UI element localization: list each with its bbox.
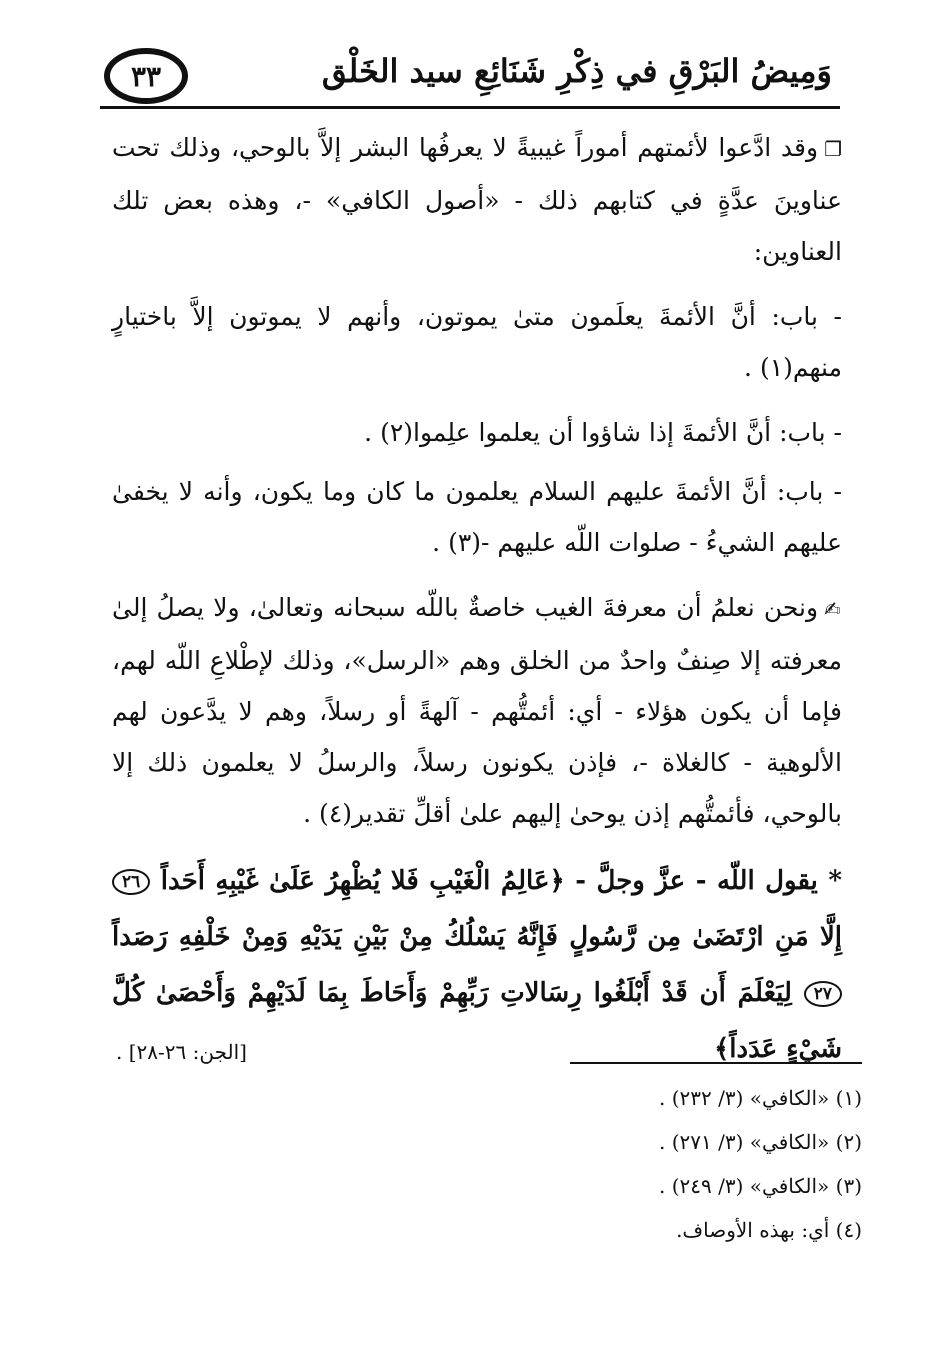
quran-verse-28: لِيَعْلَمَ أَن قَدْ أَبْلَغُوا رِسَالاتِ رَبِّهِمْ وَأَحَاطَ بِمَا لَدَيْهِمْ وَأَحْصَىٰ كُلَّ شَيْءٍ عَدَداً﴾: [112, 978, 842, 1064]
surah-citation: [الجن: ٢٦-٢٨] .: [116, 1040, 247, 1064]
footnotes: [462, 1076, 862, 1252]
quran-verse-27: إِلَّا مَنِ ارْتَضَىٰ مِن رَّسُولٍ فَإِنَّهُ يَسْلُكُ مِنْ بَيْنِ يَدَيْهِ وَمِنْ خَلْفِهِ رَصَداً: [112, 922, 842, 952]
paragraph-3-text: - باب: أنَّ الأئمةَ إذا شاؤوا أن يعلموا علِموا(٢) .: [364, 418, 842, 447]
paragraph-5: [112, 582, 842, 839]
quran-intro: يقول اللّه - عزَّ وجلَّ -: [575, 866, 818, 896]
paragraph-2-text: - باب: أنَّ الأئمةَ يعلَمون متىٰ يموتون، وأنهم لا يموتون إلاَّ باختيارٍ منهم(١) .: [112, 302, 842, 382]
pen-marker-icon: ✍: [824, 597, 842, 621]
star-marker-icon: *: [828, 866, 842, 896]
page-number: ٣٣: [104, 48, 188, 104]
paragraph-2: [112, 291, 842, 393]
paragraph-4-text: - باب: أنَّ الأئمةَ عليهم السلام يعلمون ما كان وما يكون، وأنه لا يخفىٰ عليهم الشيءُ - صلوات اللّه عليهم -(٣) .: [112, 477, 842, 557]
footnote-divider: [570, 1062, 862, 1064]
paragraph-4: [112, 466, 842, 568]
footnote-4: (٤) أي: بهذه الأوصاف.: [676, 1218, 862, 1242]
paragraph-3: [112, 407, 842, 458]
paragraph-1: [112, 122, 842, 277]
book-title: وَمِيضُ البَرْقِ في ذِكْرِ شَنَائِعِ سيد الخَلْق: [321, 52, 832, 90]
footnote-3: (٣) «الكافي» (٣/ ٢٤٩) .: [659, 1174, 862, 1198]
body-text: [112, 122, 842, 1091]
paragraph-5-text: ونحن نعلمُ أن معرفةَ الغيب خاصةٌ باللّه سبحانه وتعالىٰ، ولا يصلُ إلىٰ معرفته إلا صِنفٌ واحدٌ من الخلق وهم «الرسل»، وذلك لإطْلاعِ اللّه لهم، فإما أن يكون هؤلاء - أي: أئمتُّهم - آلهةً أو رسلاً، وهم لا يدَّعون لهم الألوهية - كالغلاة -، فإذن يكونون رسلاً، والرسلُ لا يعلمون ذلك إلا بالوحي، فأئمتُّهم إذن يوحىٰ إليهم علىٰ أقلِّ تقدير(٤) .: [112, 593, 842, 828]
footnote-2: (٢) «الكافي» (٣/ ٢٧١) .: [659, 1130, 862, 1154]
ayah-number-27: ٢٧: [804, 981, 842, 1007]
page-header: [100, 40, 840, 110]
quran-verse-26: ﴿عَالِمُ الْغَيْبِ فَلا يُظْهِرُ عَلَىٰ غَيْبِهِ أَحَداً: [160, 866, 565, 896]
square-marker-icon: ❐: [824, 137, 842, 161]
footnote-1: (١) «الكافي» (٣/ ٢٣٢) .: [659, 1086, 862, 1110]
header-divider: [100, 106, 840, 109]
paragraph-1-text: وقد ادَّعوا لأئمتهم أموراً غيبيةً لا يعرفُها البشر إلاَّ بالوحي، وذلك تحت عناوينَ عدَّةٍ في كتابهم ذلك - «أصول الكافي» -، وهذه بعض تلك العناوين:: [112, 133, 842, 266]
ayah-number-26: ٢٦: [112, 869, 150, 895]
